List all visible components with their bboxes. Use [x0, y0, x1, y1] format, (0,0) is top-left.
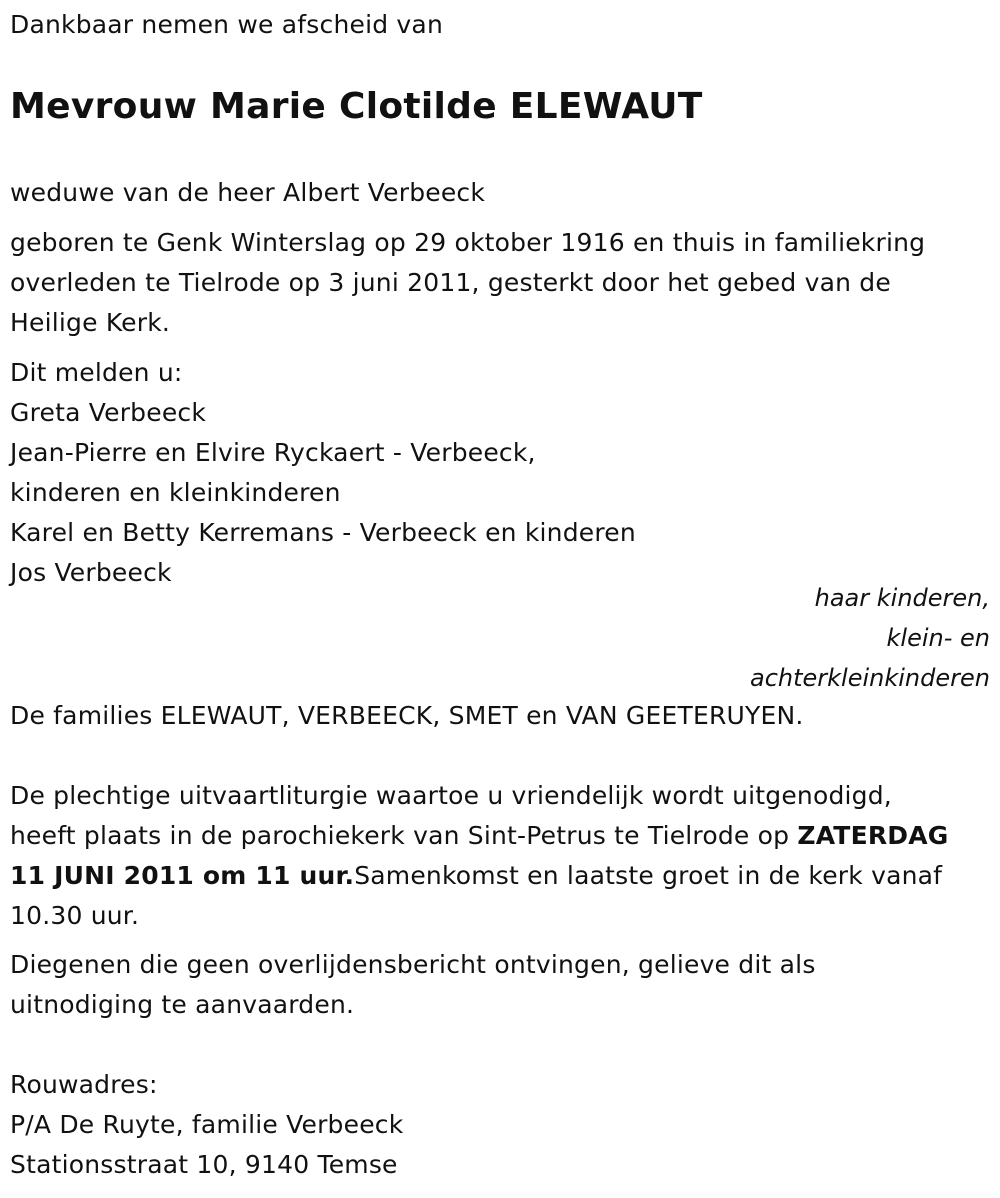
ceremony-line: 10.30 uur. — [10, 901, 140, 930]
birth-death-line: overleden te Tielrode op 3 juni 2011, gesterkt door het gebed van de — [10, 268, 891, 297]
address-line: P/A De Ruyte, familie Verbeeck — [10, 1110, 404, 1139]
mourning-address — [10, 1065, 403, 1185]
invitation-note — [10, 945, 816, 1025]
ceremony-line — [10, 816, 990, 856]
deceased-name: Mevrouw Marie Clotilde ELEWAUT — [10, 86, 703, 127]
ceremony-line — [10, 856, 990, 896]
birth-death-line: geboren te Genk Winterslag op 29 oktober 1916 en thuis in familiekring — [10, 228, 926, 257]
note-line: Diegenen die geen overlijdensbericht ontvingen, gelieve dit als — [10, 950, 816, 979]
announcer-name: Jean-Pierre en Elvire Ryckaert - Verbeeck, — [10, 438, 536, 467]
address-heading: Rouwadres: — [10, 1070, 158, 1099]
relation-line: achterkleinkinderen — [750, 664, 990, 692]
ceremony-line: De plechtige uitvaartliturgie waartoe u vriendelijk wordt uitgenodigd, — [10, 781, 892, 810]
relation-line: haar kinderen, — [814, 584, 990, 612]
relation-note — [750, 578, 990, 698]
widow-of-text: weduwe van de heer Albert Verbeeck — [10, 178, 486, 207]
address-line: Stationsstraat 10, 9140 Temse — [10, 1150, 398, 1179]
announced-by-heading: Dit melden u: — [10, 358, 183, 387]
announcer-name: Greta Verbeeck — [10, 398, 207, 427]
ceremony-date-time: 11 JUNI 2011 om 11 uur. — [10, 861, 355, 890]
relation-line: klein- en — [886, 624, 990, 652]
announcer-name: kinderen en kleinkinderen — [10, 478, 341, 507]
note-line: uitnodiging te aanvaarden. — [10, 990, 355, 1019]
ceremony-day: ZATERDAG — [797, 821, 949, 850]
intro-text: Dankbaar nemen we afscheid van — [10, 10, 443, 39]
announcer-name: Jos Verbeeck — [10, 558, 172, 587]
ceremony-text: Samenkomst en laatste groet in de kerk vanaf — [354, 861, 943, 890]
birth-death-line: Heilige Kerk. — [10, 308, 171, 337]
announced-by-list — [10, 353, 636, 593]
ceremony-text: heeft plaats in de parochiekerk van Sint-Petrus te Tielrode op — [10, 821, 798, 850]
birth-death-paragraph — [10, 223, 990, 343]
families-text: De families ELEWAUT, VERBEECK, SMET en VAN GEETERUYEN. — [10, 701, 804, 730]
ceremony-paragraph — [10, 776, 990, 936]
announcer-name: Karel en Betty Kerremans - Verbeeck en kinderen — [10, 518, 636, 547]
